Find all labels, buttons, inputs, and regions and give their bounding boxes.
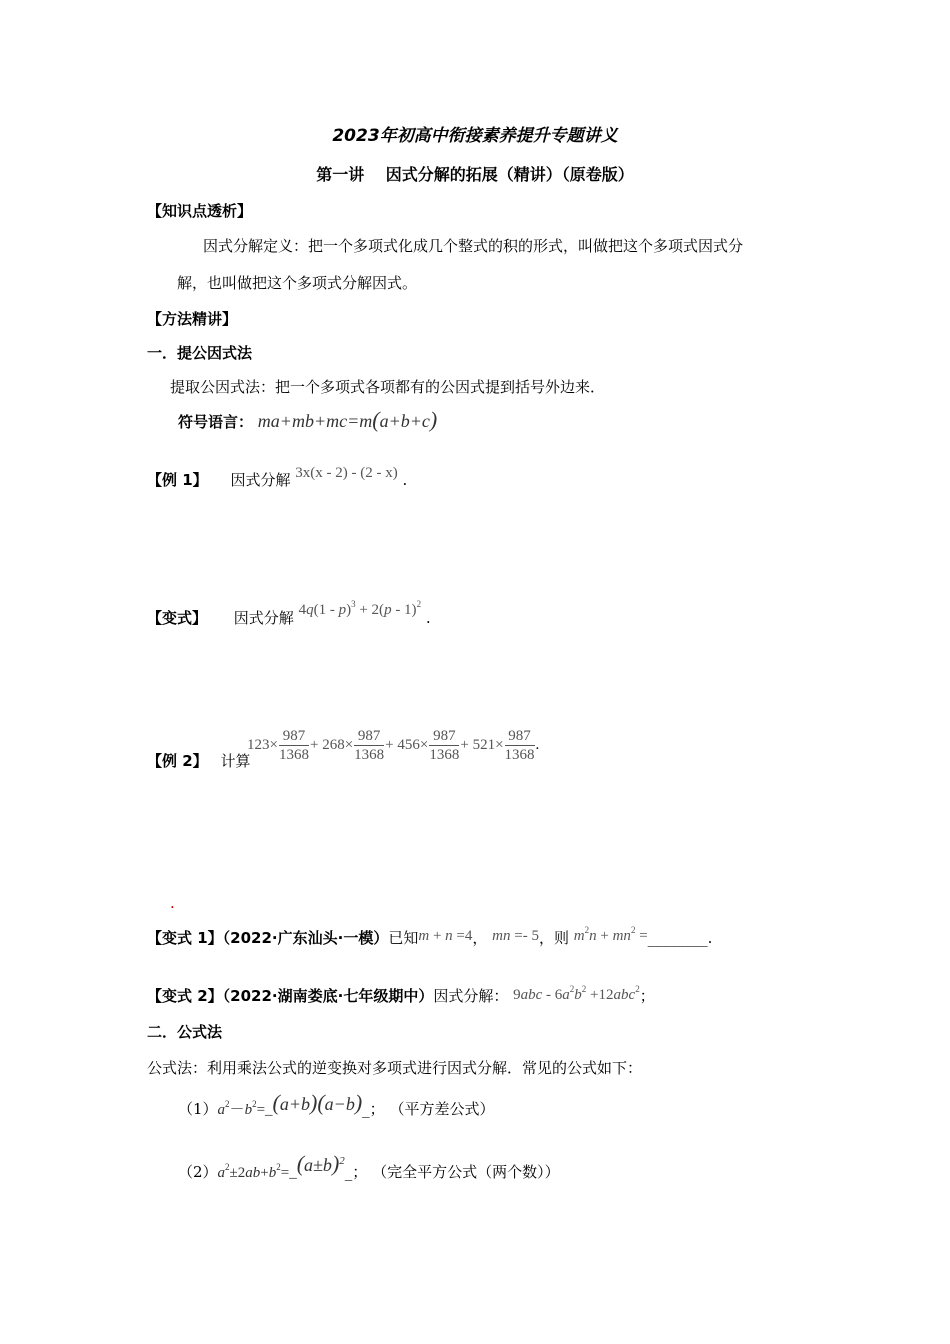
variant-1-expr-3: $m^2n + mn^2$ = (573, 925, 648, 944)
variant-2-expression: $9abc - 6a^2b^2 +12abc^2$ (513, 984, 640, 1003)
formula-2-row (178, 1151, 560, 1183)
formula-2-number: （2） (178, 1163, 218, 1181)
variant-1-sep-1: ， (472, 929, 488, 947)
coefficient: 123 (247, 737, 270, 753)
formula-2-lhs: $a^2\pm 2ab+b^2=\_$ (217, 1162, 297, 1181)
example-1-expression: 3x(x - 2) - (2 - x) (295, 465, 398, 481)
variant-row (147, 599, 431, 629)
example-1-label: 【例 1】 (147, 471, 208, 489)
variant-2-end: ； (639, 987, 655, 1005)
denominator: 1368 (429, 747, 460, 764)
variant-label: 【变式】 (147, 609, 208, 627)
fraction (505, 727, 535, 764)
fraction (354, 727, 384, 764)
variant-1-source: （2022·广东汕头·一模） (222, 929, 389, 947)
numerator: 987 (429, 727, 459, 746)
numerator: 987 (505, 727, 535, 746)
section-2-heading: 二．公式法 (147, 1023, 223, 1041)
example-1-row (147, 465, 408, 491)
red-dot: . (170, 894, 175, 912)
variant-1-label: 【变式 1】 (147, 929, 223, 947)
variant-2-text: 因式分解： (433, 987, 509, 1005)
denominator: 1368 (278, 747, 309, 764)
definition-line-1: 因式分解定义：把一个多项式化成几个整式的积的形式，叫做把这个多项式因式分 (203, 237, 744, 255)
variant-1-sep-2: ，则 (538, 929, 569, 947)
example-1-text: 因式分解 (230, 471, 291, 489)
formula-1-lhs: $a^2-b^2=\_$ (217, 1099, 273, 1118)
coefficient: 456 (397, 737, 420, 753)
formula-2-rhs: $(a\pm b)^2$ (296, 1151, 345, 1176)
variant-expression: 4q(1 - p)$^3$ + 2(p - 1)$^2$ (298, 599, 422, 618)
variant-1-expr-1: m + n =4 (418, 928, 473, 944)
variant-2-row (147, 986, 655, 1007)
symbol-language-label: 符号语言： (178, 413, 254, 431)
method-heading: 【方法精讲】 (147, 310, 238, 328)
fraction (429, 727, 459, 764)
variant-2-source: （2022·湖南娄底·七年级期中） (222, 987, 434, 1005)
example-2-row (147, 751, 250, 771)
variant-1-expr-2: mn =- 5 (492, 928, 539, 944)
symbol-language-row (178, 407, 438, 432)
coefficient: 268 (322, 737, 345, 753)
section-1-heading: 一．提公因式法 (147, 344, 253, 362)
example-2-text: 计算 (220, 752, 251, 770)
coefficient: 521 (472, 737, 496, 753)
variant-1-text: 已知 (388, 929, 419, 947)
formula-2-blank-end: _； (344, 1163, 368, 1181)
page-title: 2023年初高中衔接素养提升专题讲义 (332, 126, 618, 146)
variant-1-blank: ________. (647, 929, 713, 947)
denominator: 1368 (354, 747, 385, 764)
formula-2-note: （完全平方公式（两个数）） (372, 1163, 560, 1181)
example-2-end: . (535, 737, 540, 753)
formula-1-rhs: (a+b)(a−b) (272, 1090, 363, 1115)
lecture-subtitle: 第一讲 因式分解的拓展（精讲）（原卷版） (316, 165, 634, 184)
numerator: 987 (279, 727, 309, 746)
knowledge-heading: 【知识点透析】 (147, 202, 253, 220)
common-factor-formula: ma+mb+mc=m(a+b+c) (257, 407, 438, 432)
numerator: 987 (354, 727, 384, 746)
variant-text: 因式分解 (233, 609, 294, 627)
example-1-end: . (402, 471, 408, 489)
fraction (279, 727, 309, 764)
formula-1-row (178, 1090, 495, 1120)
variant-1-row (147, 925, 713, 949)
formula-1-blank-end: _； (362, 1100, 385, 1118)
common-factor-definition: 提取公因式法：把一个多项式各项都有的公因式提到括号外边来． (170, 378, 606, 396)
example-2-label: 【例 2】 (147, 752, 208, 770)
variant-2-label: 【变式 2】 (147, 987, 223, 1005)
formula-1-note: （平方差公式） (389, 1100, 495, 1118)
denominator: 1368 (504, 747, 535, 764)
definition-line-2: 解，也叫做把这个多项式分解因式。 (177, 274, 418, 292)
formula-1-number: （1） (178, 1100, 218, 1118)
formula-method-definition: 公式法：利用乘法公式的逆变换对多项式进行因式分解．常见的公式如下： (147, 1059, 643, 1077)
variant-end: . (425, 609, 431, 627)
example-2-expression: 123× $\frac{987}{1368}$ + 268× $\frac{987}{1368}$ + 456× $\frac{987}{1368}$ + 521× $\frac{987}{1368}$ . (247, 728, 540, 764)
